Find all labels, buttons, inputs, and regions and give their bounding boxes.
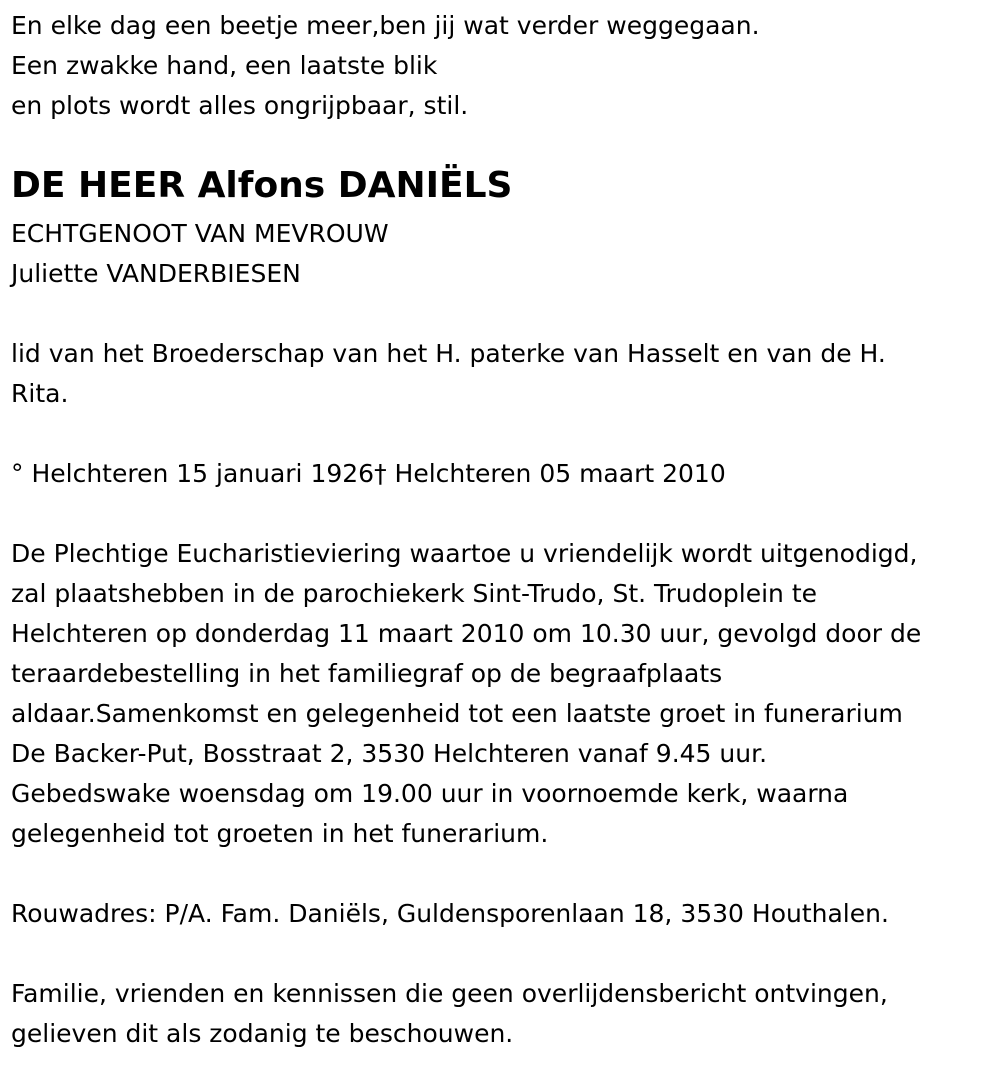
ceremony-line: De Backer-Put, Bosstraat 2, 3530 Helchteren vanaf 9.45 uur. <box>11 739 768 768</box>
closing-line-2: gelieven dit als zodanig te beschouwen. <box>11 1019 514 1048</box>
ceremony-line: Gebedswake woensdag om 19.00 uur in voornoemde kerk, waarna <box>11 779 849 808</box>
ceremony-line: De Plechtige Eucharistieviering waartoe u vriendelijk wordt uitgenodigd, <box>11 539 918 568</box>
ceremony-line: aldaar.Samenkomst en gelegenheid tot een laatste groet in funerarium <box>11 699 903 728</box>
relation-line: ECHTGENOOT VAN MEVROUW <box>11 219 389 248</box>
membership-line-1: lid van het Broederschap van het H. paterke van Hasselt en van de H. <box>11 339 886 368</box>
ceremony-line: gelegenheid tot groeten in het funerarium. <box>11 819 549 848</box>
spouse-name: Juliette VANDERBIESEN <box>11 259 301 288</box>
poem-line-2: Een zwakke hand, een laatste blik <box>11 51 438 80</box>
poem-line-3: en plots wordt alles ongrijpbaar, stil. <box>11 91 469 120</box>
poem-line-1: En elke dag een beetje meer,ben jij wat verder weggegaan. <box>11 11 760 40</box>
ceremony-line: zal plaatshebben in de parochiekerk Sint-Trudo, St. Trudoplein te <box>11 579 818 608</box>
ceremony-line: Helchteren op donderdag 11 maart 2010 om 10.30 uur, gevolgd door de <box>11 619 922 648</box>
closing-line-1: Familie, vrienden en kennissen die geen overlijdensbericht ontvingen, <box>11 979 888 1008</box>
membership-line-2: Rita. <box>11 379 69 408</box>
mourning-address: Rouwadres: P/A. Fam. Daniëls, Guldensporenlaan 18, 3530 Houthalen. <box>11 899 889 928</box>
ceremony-line: teraardebestelling in het familiegraf op de begraafplaats <box>11 659 723 688</box>
birth-death-dates: ° Helchteren 15 januari 1926† Helchteren 05 maart 2010 <box>11 459 726 488</box>
deceased-name: DE HEER Alfons DANIËLS <box>11 165 513 206</box>
